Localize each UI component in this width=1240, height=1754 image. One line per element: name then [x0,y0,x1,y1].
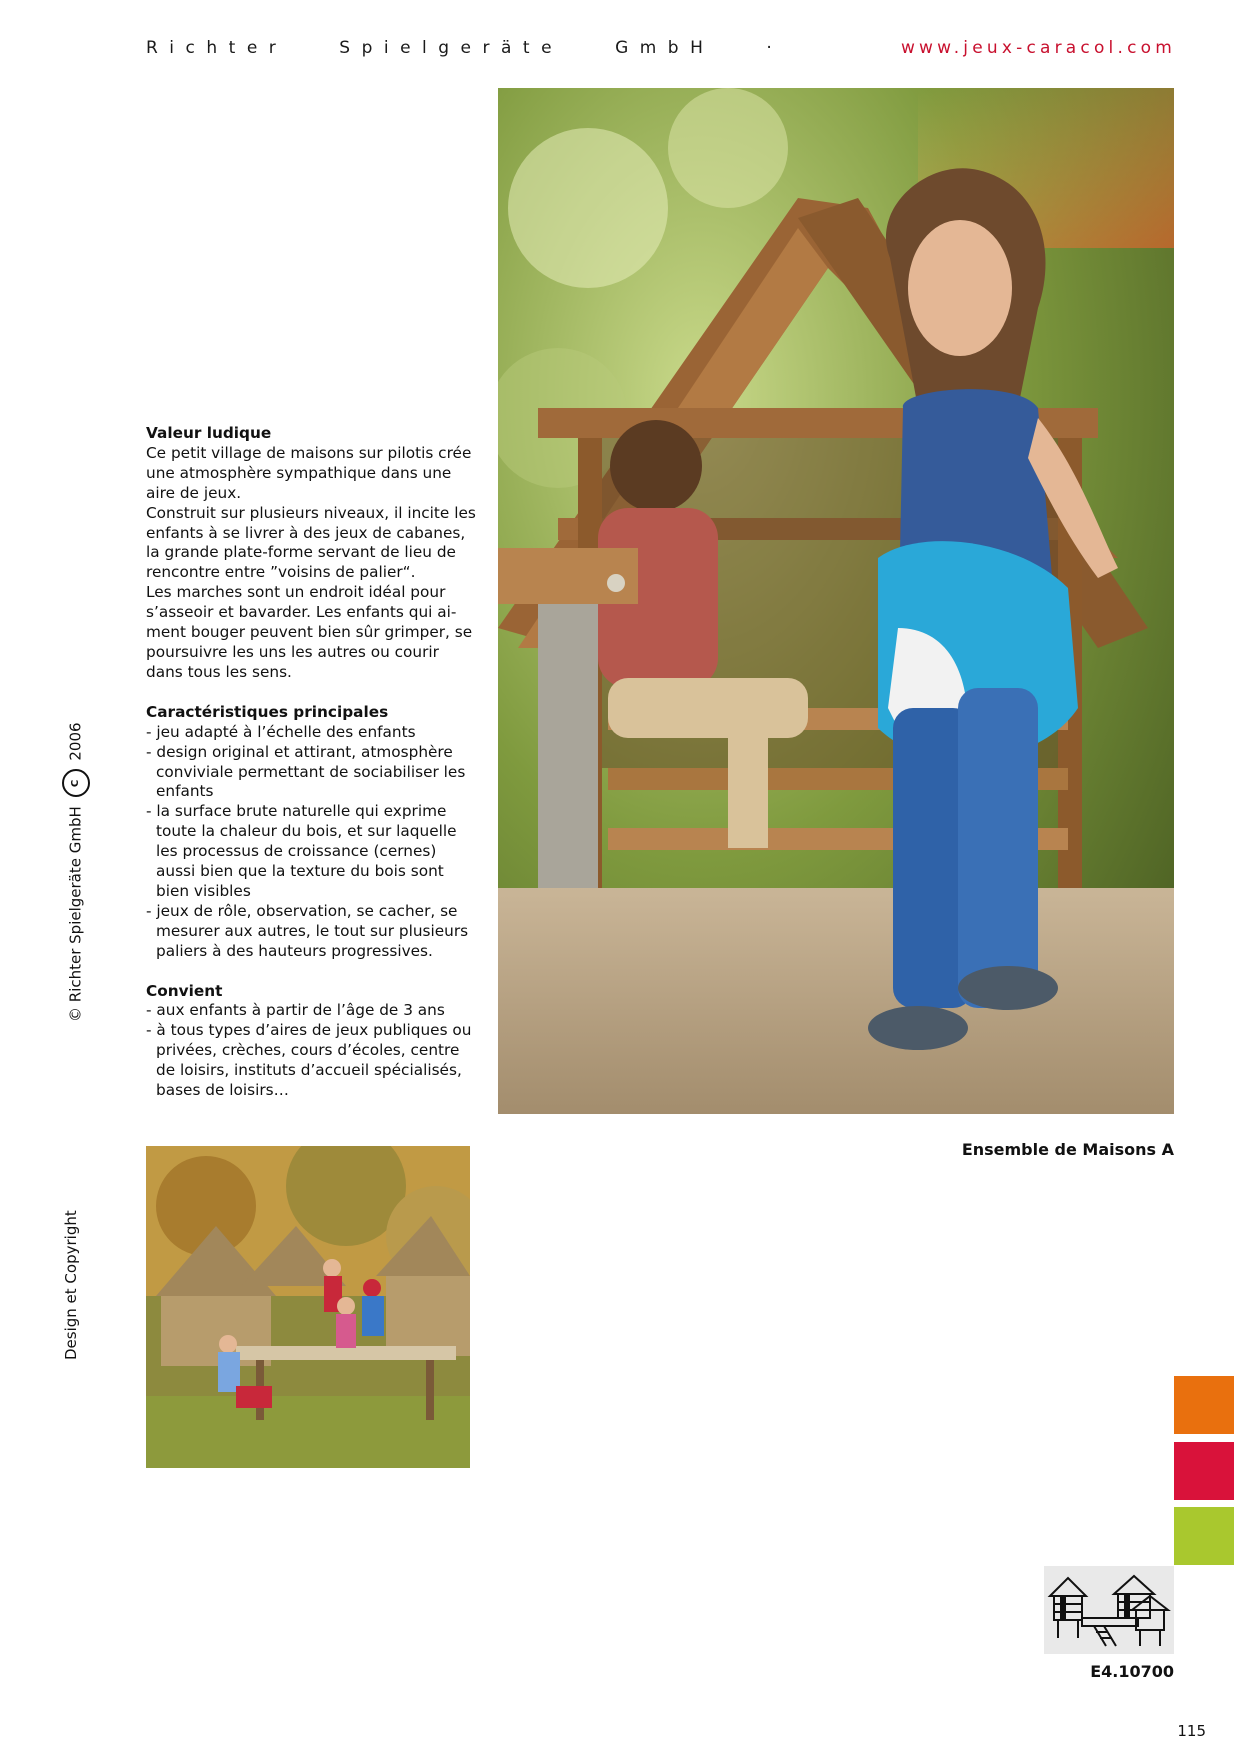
paragraph: Ce petit village de maisons sur pilotis crée une atmosphère sympathique dans une aire de jeux. [146,443,472,502]
website-url[interactable]: www.jeux-caracol.com [900,38,1176,58]
paragraph: Les marches sont un endroit idéal pour s’asseoir et bavarder. Les enfants qui ai-ment bouger peuvent bien sûr grimper, se poursuivre les uns les autres ou courir dans tous les sens. [146,583,473,681]
company-word: Spielgeräte [339,38,564,58]
design-copyright-label: Design et Copyright [62,1210,80,1360]
section-heading: Convient [146,981,223,1000]
list-item: - jeux de rôle, observation, se cacher, se mesurer aux autres, le tout sur plusieurs paliers à des hauteurs progressives. [146,902,476,962]
product-drawing [1044,1566,1174,1654]
section-main-features [146,703,476,962]
feature-list [146,723,476,962]
header-separator: · [766,38,784,58]
description-column [146,424,476,1121]
list-item: - jeu adapté à l’échelle des enfants [146,723,476,743]
secondary-photo [146,1146,470,1468]
company-word: GmbH [615,38,715,58]
company-name [146,38,783,58]
paragraph: Construit sur plusieurs niveaux, il incite les enfants à se livrer à des jeux de cabanes, la grande plate-forme servant de lieu de rencontre entre ”voisins de palier“. [146,503,476,582]
copyright-text: © Richter Spielgeräte GmbH [66,806,85,1022]
company-word: Richter [146,38,288,58]
product-code: E4.10700 [1090,1662,1174,1681]
page-number: 115 [1177,1722,1206,1740]
copyright-notice [62,722,90,1022]
secondary-photo-illustration [146,1146,470,1468]
playhouse-drawing-icon [1044,1566,1174,1654]
copyright-year: 2006 [66,722,85,761]
list-item: - design original et attirant, atmosphère conviviale permettant de sociabiliser les enfants [146,743,476,803]
list-item: - aux enfants à partir de l’âge de 3 ans [146,1001,476,1021]
caracol-logo-icon: C [62,769,90,797]
list-item: - à tous types d’aires de jeux publiques ou privées, crèches, cours d’écoles, centre de loisirs, instituts d’accueil spécialisés, bases de loisirs… [146,1021,476,1101]
suitable-list [146,1001,476,1101]
index-tab-red [1174,1442,1234,1500]
index-tab-green [1174,1507,1234,1565]
main-photo-illustration [498,88,1174,1114]
section-heading: Valeur ludique [146,424,272,442]
product-name: Ensemble de Maisons A [961,1140,1174,1159]
main-photo [498,88,1174,1114]
index-tab-orange [1174,1376,1234,1434]
section-play-value [146,424,476,683]
section-suitable-for [146,982,476,1101]
list-item: - la surface brute naturelle qui exprime toute la chaleur du bois, et sur laquelle les processus de croissance (cernes) aussi bien que la texture du bois sont bien visibles [146,802,476,902]
section-heading: Caractéristiques principales [146,702,389,721]
